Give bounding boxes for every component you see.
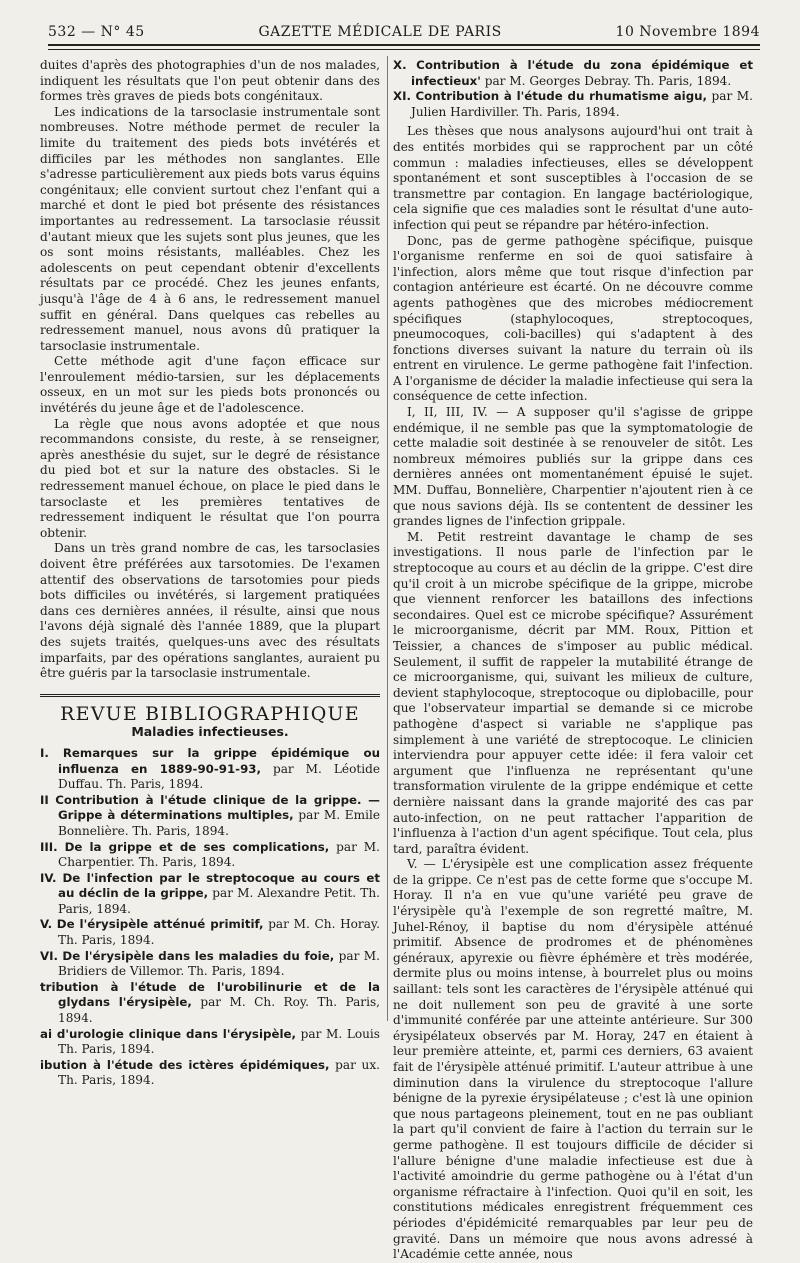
page-number: 532 — N° 45 bbox=[48, 24, 145, 40]
entry-author: par ux. Th. Paris, 1894. bbox=[58, 1057, 380, 1088]
entry-author: par M. Léotide Duffau. Th. Paris, 1894. bbox=[58, 761, 380, 792]
bibliography-entry bbox=[393, 89, 753, 120]
entry-title: ai d'urologie clinique dans l'érysipèle, bbox=[40, 1026, 296, 1041]
entry-author: par M. Emile Bonnelière. Th. Paris, 1894. bbox=[58, 808, 380, 838]
paragraph: Les thèses que nous analysons aujourd'hui ont trait à des entités morbides qui se rapprochent par un côté commun : maladies infectieuses, elles se développent spontanément et sont susceptibles à l'occasion de se transmettre par contagion. En langage bactériologique, cela signifie que ces maladies sont le résultat d'une auto-infection qui peut se répandre par hétéro-infection. bbox=[393, 124, 753, 232]
page-header bbox=[48, 18, 760, 40]
entry-title: tribution à l'étude de l'urobilinurie et de la glydans l'érysipèle, bbox=[40, 979, 380, 1010]
header-rule-thin bbox=[48, 49, 760, 50]
entry-title: De l'érysipèle dans les maladies du foie, bbox=[62, 948, 335, 963]
column-divider bbox=[387, 56, 388, 1021]
paragraph: I, II, III, IV. — A supposer qu'il s'agisse de grippe endémique, il ne semble pas que la symptomatologie de cette maladie soit destinée à se renouveler de sitôt. Les nombreux mémoires publiés sur la grippe dans ces dernières années ont momentanément épuisé le sujet. MM. Duffau, Bonnelière, Charpentier n'ajoutent rien à ce que nous savions déjà. Ils se contentent de dessiner les grandes lignes de l'infection grippale. bbox=[393, 405, 753, 529]
paragraph: Dans un très grand nombre de cas, les tarsoclasies doivent être préférées aux tarsotomies. De l'examen attentif des observations de tarsotomies pour pieds bots difficiles ou invétérés, si largement pratiquées dans ces dernières années, il résulte, ainsi que nous l'avons déjà signalé dès l'année 1889, que la plupart des sujets traités, quelques-uns avec des résultats imparfaits, par des opérations sanglantes, auraient pu être guéris par la tarsoclasie instrumentale. bbox=[40, 541, 380, 681]
bibliography-list bbox=[40, 746, 380, 1089]
entry-author: par M. Julien Hardiviller. Th. Paris, 1894. bbox=[411, 89, 753, 119]
entry-author: par M. Ch. Roy. Th. Paris, 1894. bbox=[58, 995, 381, 1026]
paragraph: La règle que nous avons adoptée et que nous recommandons consiste, du reste, à se renseigner, après anesthésie du sujet, sur le degré de résistance du pied bot et sur la nature des obstacles. Si le redressement manuel échoue, on place le pied dans le tarsoclaste et les premières tentatives de redressement indiquent le résultat que l'on pourra obtenir. bbox=[40, 416, 380, 540]
entry-author: par M. Louis Th. Paris, 1894. bbox=[58, 1026, 381, 1057]
section-subtitle: Maladies infectieuses. bbox=[131, 724, 289, 740]
entry-title: De l'érysipèle atténué primitif, bbox=[56, 917, 264, 932]
issue-date: 10 Novembre 1894 bbox=[615, 24, 760, 40]
bibliography-entry bbox=[40, 917, 380, 948]
section-title: REVUE BIBLIOGRAPHIQUE bbox=[60, 702, 360, 725]
paragraph: duites d'après des photographies d'un de nos malades, indiquent les résultats que l'on peut obtenir dans des formes très graves de pieds bots congénitaux. bbox=[40, 58, 380, 104]
entry-title: Remarques sur la grippe épidémique ou influenza en 1889-90-91-93, bbox=[58, 745, 380, 776]
entry-number: X. bbox=[393, 58, 407, 72]
entry-number: IV. bbox=[40, 870, 57, 885]
bibliography-entry bbox=[40, 1058, 380, 1089]
bibliography-entry bbox=[40, 949, 380, 980]
bibliography-entry bbox=[393, 58, 753, 89]
entry-title: De l'infection par le streptocoque au cours et au déclin de la grippe, bbox=[58, 870, 380, 901]
paragraph: Donc, pas de germe pathogène spécifique, puisque l'organisme renferme en soi de quoi satisfaire à l'infection, alors même que tout risque d'infection par contagion antérieure est écarté. On ne découvre comme agents pathogènes que des microbes médiocrement spécifiques (staphylocoques, streptocoques, pneumocoques, coli-bacilles) qui s'adaptent à des fonctions diverses suivant la nature du terrain où ils entrent en virulence. Le germe pathogène fait l'infection. A l'organisme de décider la maladie infectieuse qui sera la conséquence de cette infection. bbox=[393, 233, 753, 404]
header-rule bbox=[48, 44, 760, 46]
bibliography-entry bbox=[40, 980, 380, 1027]
entry-number: XI. bbox=[393, 89, 411, 104]
bibliography-entry bbox=[40, 793, 380, 840]
entry-title: Contribution à l'étude clinique de la grippe. — Grippe à déterminations multiples, bbox=[55, 792, 380, 823]
entry-title: ibution à l'étude des ictères épidémiques, bbox=[40, 1057, 330, 1072]
paragraph: Les indications de la tarsoclasie instrumentale sont nombreuses. Notre méthode permet de reculer la limite du traitement des pieds bots invétérés et difficiles par les méthodes non sanglantes. Elle s'adresse particulièrement aux pieds bots varus équins congénitaux; elle convient surtout chez l'enfant qui a marché et dont le pied bot présente des résistances importantes au redressement. La tarsoclasie réussit d'autant mieux que les sujets sont plus jeunes, que les os sont moins résistants, malléables. Chez les adolescents on peut cependant obtenir d'excellents résultats par ce procédé. Chez les jeunes enfants, jusqu'à l'âge de 4 à 6 ans, le redressement manuel suffit en général. Dans quelques cas rebelles au redressement manuel, nous avons dû pratiquer la tarsoclasie instrumentale. bbox=[40, 104, 380, 353]
bibliography-entry bbox=[40, 840, 380, 871]
entry-author: par M. Charpentier. Th. Paris, 1894. bbox=[58, 839, 380, 870]
right-column bbox=[393, 58, 753, 1263]
entry-number: VI. bbox=[40, 948, 59, 963]
entry-author: par M. Bridiers de Villemor. Th. Paris, 1894. bbox=[58, 948, 380, 979]
publication-title: GAZETTE MÉDICALE DE PARIS bbox=[258, 24, 502, 40]
section-divider bbox=[40, 694, 380, 697]
entry-title: Contribution à l'étude du rhumatisme aigu, bbox=[415, 89, 708, 104]
bibliography-entry bbox=[40, 871, 380, 918]
entry-author: par M. Alexandre Petit. Th. Paris, 1894. bbox=[58, 886, 381, 916]
left-column bbox=[40, 58, 380, 1089]
entry-number: II bbox=[40, 792, 49, 807]
entry-title: Contribution à l'étude du zona épidémique et infectieux' bbox=[411, 58, 753, 88]
bibliography-entry bbox=[40, 1027, 380, 1058]
paragraph: V. — L'érysipèle est une complication assez fréquente de la grippe. Ce n'est pas de cette forme que s'occupe M. Horay. Il n'a en vue qu'une variété peu grave de l'érysipèle qu'à l'exemple de son regretté maître, M. Juhel-Rénoy, il baptise du nom d'érysipèle atténué primitif. Absence de prodromes et de phénomènes généraux, apyrexie ou fièvre éphémère et très modérée, dermite plus ou moins intense, à bourrelet plus ou moins saillant: tels sont les caractères de l'érysipèle atténué qui ne doit nullement son peu de gravité à une sorte d'immunité conférée par une atteinte antérieure. Sur 300 érysipélateux observés par M. Horay, 247 en étaient à leur première atteinte, et, parmi ces derniers, 63 avaient fait de l'érysipèle atténué primitif. L'auteur attribue à une diminution dans la virulence du streptocoque l'allure bénigne de la pyrexie érysipélateuse ; c'est là une opinion que nous partageons pleinement, tout en ne pas oubliant la part qu'il convient de faire à l'action du terrain sur le germe pathogène. Il est toujours difficile de décider si l'allure bénigne d'une maladie infectieuse est due à l'activité amoindrie du germe pathogène ou à l'état d'un organisme réfractaire à l'infection. Quoi qu'il en soit, les constitutions médicales enregistrent fréquemment ces périodes d'épidémicité remarquables par leur peu de gravité. Dans un mémoire que nous avons adressé à l'Académie cette année, nous bbox=[393, 857, 753, 1262]
entry-author: par M. Georges Debray. Th. Paris, 1894. bbox=[480, 73, 732, 88]
entry-number: III. bbox=[40, 839, 58, 854]
paragraph: M. Petit restreint davantage le champ de ses investigations. Il nous parle de l'infection par le streptocoque au cours et au déclin de la grippe. C'est dire qu'il croit à un microbe spécifique de la grippe, microbe que viennent renforcer les bataillons des infections secondaires. Quel est ce microbe spécifique? Assurément le microorganisme, décrit par MM. Roux, Pittion et Teissier, a chances de s'imposer au public médical. Seulement, il suffit de rappeler la mutabilité étrange de ce microorganisme, qui, suivant les milieux de culture, devient staphylocoque, streptocoque ou diplobacille, pour que l'observateur impartial se demande si ce microbe pathogène d'aspect si variable ne s'applique pas simplement à une variété de streptocoque. Le clinicien interviendra pour appuyer cette idée: il fera valoir cet argument que l'influenza ne représentant qu'une transformation virulente de la grippe endémique et cette dernière naissant dans la grande majorité des cas par auto-infection, on ne peut rattacher l'apparition de l'influenza à l'action d'un agent spécifique. Tout cela, plus tard, paraîtra évident. bbox=[393, 529, 753, 856]
entry-title: De la grippe et de ses complications, bbox=[64, 839, 330, 854]
entry-number: I. bbox=[40, 745, 49, 760]
paragraph: Cette méthode agit d'une façon efficace sur l'enroulement médio-tarsien, sur les déplacements osseux, en un mot sur les pieds bots prononcés ou invétérés du jeune âge et de l'adolescence. bbox=[40, 354, 380, 416]
bibliography-list bbox=[393, 58, 753, 120]
entry-number: V. bbox=[40, 917, 53, 932]
entry-author: par M. Ch. Horay. Th. Paris, 1894. bbox=[58, 917, 380, 948]
bibliography-entry bbox=[40, 746, 380, 793]
